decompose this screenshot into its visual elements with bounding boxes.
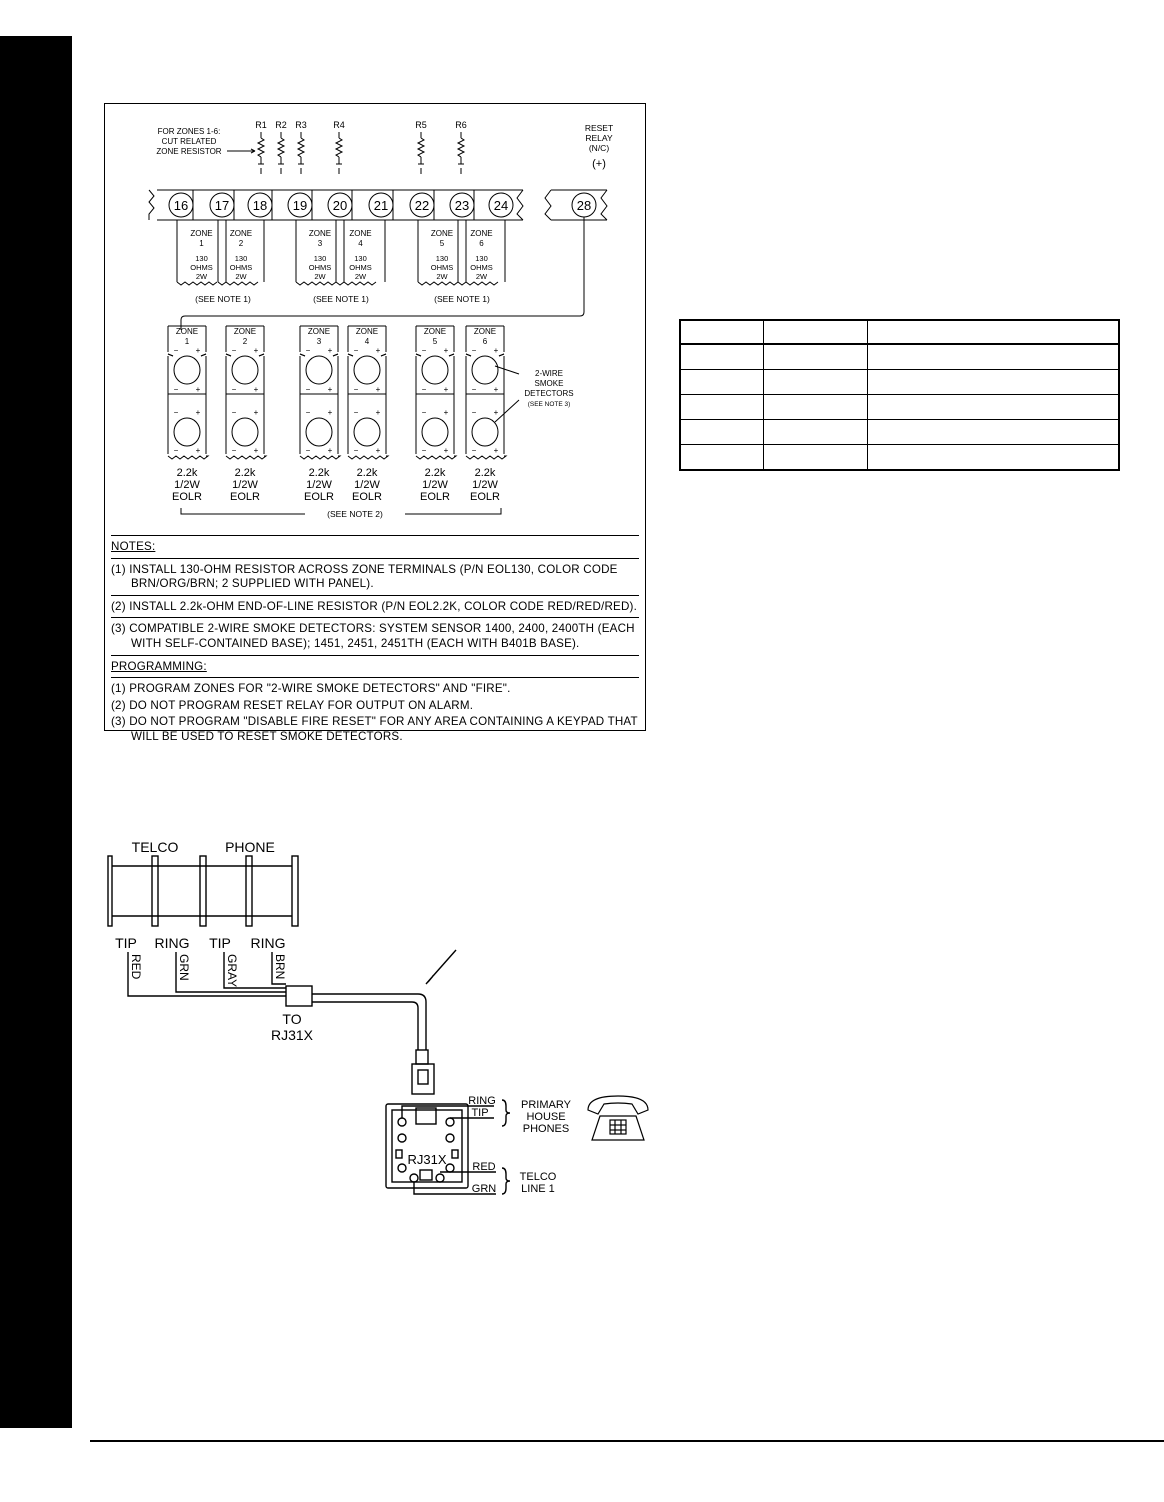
table-cell — [680, 445, 763, 471]
terminal-number-18: 18 — [252, 198, 268, 213]
resistor-symbol — [298, 138, 304, 157]
polarity-sign: + — [253, 446, 259, 455]
eolr-value: 2.2k — [356, 467, 378, 479]
zone-resistor-value: 130 — [313, 254, 327, 263]
zone-resistor-value: 2W — [475, 272, 488, 281]
smoke-detector-1 — [174, 356, 200, 384]
grn-label: GRN — [471, 1183, 497, 1195]
eol-resistor — [348, 456, 388, 459]
eolr-label: EOLR — [304, 491, 334, 503]
primary-house-phones-label: PRIMARY — [521, 1099, 571, 1111]
reset-relay-label: (N/C) — [588, 143, 610, 153]
smoke-detector-3 — [306, 356, 332, 384]
eol-resistor — [466, 456, 506, 459]
polarity-sign: + — [327, 408, 333, 417]
detector-zone-number: 3 — [316, 337, 322, 346]
zone-resistor-label: ZONE — [470, 229, 493, 238]
detector-wiring — [348, 356, 386, 404]
table-cell — [867, 320, 1119, 344]
detector-zone-number: 4 — [364, 337, 370, 346]
resistor-symbol — [336, 138, 342, 157]
polarity-sign: + — [375, 346, 381, 355]
zone-resistor-value: 130 — [195, 254, 208, 263]
zone-resistor-value: OHMS — [470, 263, 493, 272]
detector-zone-label: ZONE — [355, 327, 379, 336]
eolr-value: 2.2k — [474, 467, 496, 479]
detector-wiring — [466, 356, 504, 404]
zone-resistor-value: 130 — [234, 254, 248, 263]
polarity-sign: + — [195, 346, 201, 355]
polarity-sign: + — [493, 408, 499, 417]
smoke-detector-callout: 2-WIRE — [535, 369, 563, 378]
table-cell — [763, 445, 867, 471]
polarity-sign: − — [231, 408, 237, 417]
zone-resistor-value: 2W — [195, 272, 208, 281]
notes-divider — [111, 595, 639, 596]
zone-resistor-label: ZONE — [349, 229, 372, 238]
polarity-sign: + — [443, 385, 449, 394]
polarity-sign: + — [195, 385, 201, 394]
eolr-value: 2.2k — [308, 467, 330, 479]
polarity-sign: + — [493, 346, 499, 355]
eolr-rating: 1/2W — [232, 479, 258, 491]
see-note-2-label: (SEE NOTE 2) — [327, 509, 383, 519]
terminal-label: RING — [250, 935, 286, 951]
polarity-sign: − — [353, 408, 359, 417]
eolr-value: 2.2k — [176, 467, 198, 479]
smoke-detector-5 — [422, 356, 448, 384]
eolr-rating: 1/2W — [174, 479, 200, 491]
eolr-value: 2.2k — [234, 467, 256, 479]
polarity-sign: − — [231, 385, 237, 394]
notes-section — [111, 532, 639, 747]
programming-1: (1) PROGRAM ZONES FOR "2-WIRE SMOKE DETECTORS" AND "FIRE". — [111, 682, 511, 696]
see-note-1-c: (SEE NOTE 1) — [434, 294, 490, 304]
terminal-post — [292, 856, 298, 926]
eolr-rating: 1/2W — [422, 479, 448, 491]
resistor-symbol — [458, 138, 464, 157]
zone-resistor-value: 2W — [354, 272, 367, 281]
telco-line-label: TELCO — [519, 1171, 557, 1183]
polarity-sign: + — [253, 346, 259, 355]
terminal-post — [108, 856, 112, 926]
polarity-sign: − — [353, 346, 359, 355]
eolr-rating: 1/2W — [354, 479, 380, 491]
smoke-detector-2 — [232, 356, 258, 384]
polarity-sign: − — [305, 446, 311, 455]
polarity-sign: + — [253, 408, 259, 417]
detector-zone-number: 6 — [482, 337, 488, 346]
smoke-detector-5 — [422, 418, 448, 446]
leader-arrow — [227, 149, 255, 153]
primary-house-phones-label: HOUSE — [526, 1111, 566, 1123]
smoke-detector-4 — [354, 418, 380, 446]
ring-label: RING — [468, 1095, 496, 1107]
zone-resistor-value: 2W — [436, 272, 448, 281]
polarity-sign: + — [327, 385, 333, 394]
eolr-value: 2.2k — [424, 467, 446, 479]
polarity-sign: + — [493, 446, 499, 455]
notes-heading: NOTES: — [111, 540, 156, 553]
tip-label: TIP — [471, 1107, 489, 1119]
zone-resistor-value: 130 — [475, 254, 488, 263]
polarity-sign: − — [353, 446, 359, 455]
notes-divider — [111, 617, 639, 618]
table-cell — [680, 370, 763, 395]
notes-divider — [111, 558, 639, 559]
wire-color-label: GRAY — [225, 954, 239, 988]
detector-zone-label: ZONE — [423, 327, 447, 336]
polarity-sign: + — [443, 408, 449, 417]
leader-arrow — [495, 400, 519, 422]
detector-zone-number: 5 — [432, 337, 438, 346]
table-cell — [680, 395, 763, 420]
table-cell — [867, 445, 1119, 471]
table-row — [680, 420, 1119, 445]
detector-zone-label: ZONE — [175, 327, 199, 336]
phone-line-wiring-figure — [100, 832, 660, 1212]
resistor-label-r5: R5 — [415, 120, 427, 130]
see-note-1-a: (SEE NOTE 1) — [195, 294, 251, 304]
to-rj31x-label: RJ31X — [270, 1027, 314, 1043]
table-cell — [867, 395, 1119, 420]
table-cell — [680, 320, 763, 344]
zone-resistor-value: 2W — [314, 272, 326, 281]
eolr-label: EOLR — [420, 491, 450, 503]
table-row — [680, 344, 1119, 370]
detector-zone-label: ZONE — [473, 327, 497, 336]
programming-3: (3) DO NOT PROGRAM "DISABLE FIRE RESET" FOR ANY AREA CONTAINING A KEYPAD THAT WILL BE USED TO RESET SMOKE DETECTORS. — [111, 715, 638, 743]
polarity-sign: − — [173, 408, 179, 417]
zone-resistor-label: ZONE — [308, 229, 332, 238]
table-cell — [763, 370, 867, 395]
telephone-icon — [588, 1096, 648, 1140]
phone-line-wiring-diagram — [100, 832, 660, 1212]
detector-wiring — [226, 356, 264, 404]
notes-divider — [111, 535, 639, 536]
polarity-sign: − — [471, 408, 477, 417]
smoke-detector-wiring-figure — [104, 103, 646, 743]
table-header-row — [680, 320, 1119, 344]
detector-wiring — [416, 356, 454, 404]
eolr-label: EOLR — [230, 491, 260, 503]
zone-resistor-value: OHMS — [349, 263, 372, 272]
polarity-sign: − — [471, 346, 477, 355]
smoke-detector-callout: SMOKE — [534, 379, 564, 388]
notes-divider — [111, 655, 639, 656]
eolr-label: EOLR — [352, 491, 382, 503]
terminal-number-23: 23 — [454, 198, 470, 213]
resistor-symbol — [278, 138, 284, 157]
leader-arrow — [495, 366, 519, 374]
eol-resistor — [416, 456, 456, 459]
note-1: (1) INSTALL 130-OHM RESISTOR ACROSS ZONE TERMINALS (P/N EOL130, COLOR CODE BRN/ORG/BRN; 2 SUPPLIED WITH PANEL). — [111, 562, 618, 591]
polarity-sign: + — [493, 385, 499, 394]
terminal-label: RING — [154, 935, 190, 951]
zone-resistor-label: ZONE — [190, 229, 213, 238]
eol-resistor — [168, 456, 208, 459]
polarity-sign: + — [195, 408, 201, 417]
note-2: (2) INSTALL 2.2k-OHM END-OF-LINE RESISTOR (P/N EOL2.2K, COLOR CODE RED/RED/RED). — [111, 599, 637, 613]
polarity-sign: − — [173, 446, 179, 455]
wire-color-label: BRN — [273, 954, 287, 980]
to-rj31x-label: TO — [282, 1011, 302, 1027]
table-row — [680, 445, 1119, 471]
detector-zone-label: ZONE — [233, 327, 257, 336]
resistor-symbol — [418, 138, 424, 157]
terminal-label: TIP — [209, 935, 231, 951]
zone-resistor-number: 5 — [439, 239, 445, 248]
zone-resistor-number: 2 — [238, 239, 244, 248]
polarity-sign: − — [305, 408, 311, 417]
polarity-sign: − — [421, 408, 427, 417]
zone-resistor-number: 6 — [479, 239, 484, 248]
polarity-sign: − — [305, 385, 311, 394]
polarity-sign: + — [443, 446, 449, 455]
detector-zone-label: ZONE — [307, 327, 331, 336]
table-cell — [763, 395, 867, 420]
terminal-number-24: 24 — [493, 198, 509, 213]
polarity-sign: + — [253, 385, 259, 394]
primary-house-phones-label: PHONES — [522, 1123, 570, 1135]
zone-resistor-number: 1 — [199, 239, 204, 248]
table-cell — [763, 320, 867, 344]
table-row — [680, 395, 1119, 420]
polarity-sign: − — [173, 385, 179, 394]
smoke-detector-1 — [174, 418, 200, 446]
table-cell — [763, 344, 867, 370]
table-cell — [680, 344, 763, 370]
zone-resistor-value: OHMS — [308, 263, 332, 272]
polarity-sign: − — [305, 346, 311, 355]
resistor-symbol — [258, 138, 264, 157]
wire-color-label: RED — [129, 954, 143, 980]
polarity-sign: + — [327, 446, 333, 455]
terminal-label: TIP — [115, 935, 137, 951]
terminal-number-22: 22 — [414, 198, 430, 213]
terminal-number-19: 19 — [292, 198, 308, 213]
smoke-detector-2 — [232, 418, 258, 446]
table-row — [680, 370, 1119, 395]
rj31x-jack-label: RJ31X — [407, 1152, 447, 1167]
notes-divider — [111, 677, 639, 678]
zone-resistor-value: OHMS — [430, 263, 454, 272]
zone-resistor-number: 4 — [358, 239, 363, 248]
polarity-sign: + — [375, 385, 381, 394]
detector-zone-number: 2 — [242, 337, 248, 346]
eolr-label: EOLR — [172, 491, 202, 503]
terminal-number-21: 21 — [373, 198, 389, 213]
zone-resistor-value: 130 — [435, 254, 449, 263]
resistor-label-r2: R2 — [275, 120, 287, 130]
resistor-label-r6: R6 — [455, 120, 467, 130]
detector-zone-number: 1 — [184, 337, 190, 346]
telco-line-label: LINE 1 — [521, 1183, 555, 1195]
polarity-sign: − — [471, 385, 477, 394]
zone-resistor-value: OHMS — [190, 263, 213, 272]
polarity-sign: − — [353, 385, 359, 394]
smoke-detector-3 — [306, 418, 332, 446]
table-cell — [867, 344, 1119, 370]
polarity-sign: − — [231, 346, 237, 355]
zone-resistor-label: ZONE — [229, 229, 253, 238]
polarity-sign: − — [173, 346, 179, 355]
polarity-sign: + — [375, 446, 381, 455]
polarity-sign: − — [421, 385, 427, 394]
eolr-rating: 1/2W — [472, 479, 498, 491]
eolr-label: EOLR — [470, 491, 500, 503]
footer-rule — [90, 1440, 1164, 1442]
detector-wiring — [300, 356, 338, 404]
blank-table — [679, 319, 1120, 471]
note-3: (3) COMPATIBLE 2-WIRE SMOKE DETECTORS: SYSTEM SENSOR 1400, 2400, 2400TH (EACH WITH SELF-CONTAINED BASE); 1451, 2451, 2451TH (EACH WITH B401B BASE). — [111, 622, 635, 650]
resistor-label-r3: R3 — [295, 120, 307, 130]
see-note-1-b: (SEE NOTE 1) — [313, 294, 369, 304]
telco-label: TELCO — [131, 839, 179, 855]
polarity-sign: + — [195, 446, 201, 455]
resistor-label-r1: R1 — [255, 120, 267, 130]
polarity-sign: − — [421, 446, 427, 455]
eolr-rating: 1/2W — [306, 479, 332, 491]
smoke-detector-callout: (SEE NOTE 3) — [527, 401, 571, 408]
polarity-sign: + — [375, 408, 381, 417]
resistor-note-line: CUT RELATED — [161, 137, 217, 146]
polarity-sign: − — [421, 346, 427, 355]
zone-resistor-label: ZONE — [430, 229, 454, 238]
smoke-detector-6 — [472, 418, 498, 446]
table-cell — [867, 420, 1119, 445]
red-label: RED — [472, 1161, 496, 1173]
reset-relay-label: RELAY — [585, 133, 613, 143]
polarity-sign: − — [231, 446, 237, 455]
zone-resistor-value: OHMS — [229, 263, 253, 272]
table-cell — [867, 370, 1119, 395]
smoke-detector-4 — [354, 356, 380, 384]
resistor-note-line: FOR ZONES 1-6: — [157, 127, 221, 136]
resistor-note-line: ZONE RESISTOR — [156, 147, 222, 156]
phone-label: PHONE — [225, 839, 275, 855]
terminal-number-28: 28 — [576, 198, 592, 213]
table-cell — [680, 420, 763, 445]
detector-wiring — [168, 356, 206, 404]
zone-resistor-number: 3 — [317, 239, 323, 248]
terminal-number-17: 17 — [214, 198, 230, 213]
smoke-detector-callout: DETECTORS — [524, 389, 574, 398]
table-cell — [763, 420, 867, 445]
reset-relay-label: (+) — [592, 158, 606, 170]
polarity-sign: + — [327, 346, 333, 355]
reset-relay-label: RESET — [584, 123, 614, 133]
zone-resistor-value: 2W — [235, 272, 247, 281]
polarity-sign: − — [471, 446, 477, 455]
eol-resistor — [226, 456, 266, 459]
page-side-bar — [0, 36, 72, 1428]
eol-resistor — [300, 456, 340, 459]
programming-heading: PROGRAMMING: — [111, 659, 207, 673]
wire-color-label: GRN — [177, 954, 191, 981]
polarity-sign: + — [443, 346, 449, 355]
terminal-number-20: 20 — [332, 198, 348, 213]
terminal-number-16: 16 — [173, 198, 189, 213]
resistor-label-r4: R4 — [333, 120, 345, 130]
smoke-detector-6 — [472, 356, 498, 384]
zone-resistor-value: 130 — [354, 254, 367, 263]
programming-2: (2) DO NOT PROGRAM RESET RELAY FOR OUTPUT ON ALARM. — [111, 698, 474, 712]
